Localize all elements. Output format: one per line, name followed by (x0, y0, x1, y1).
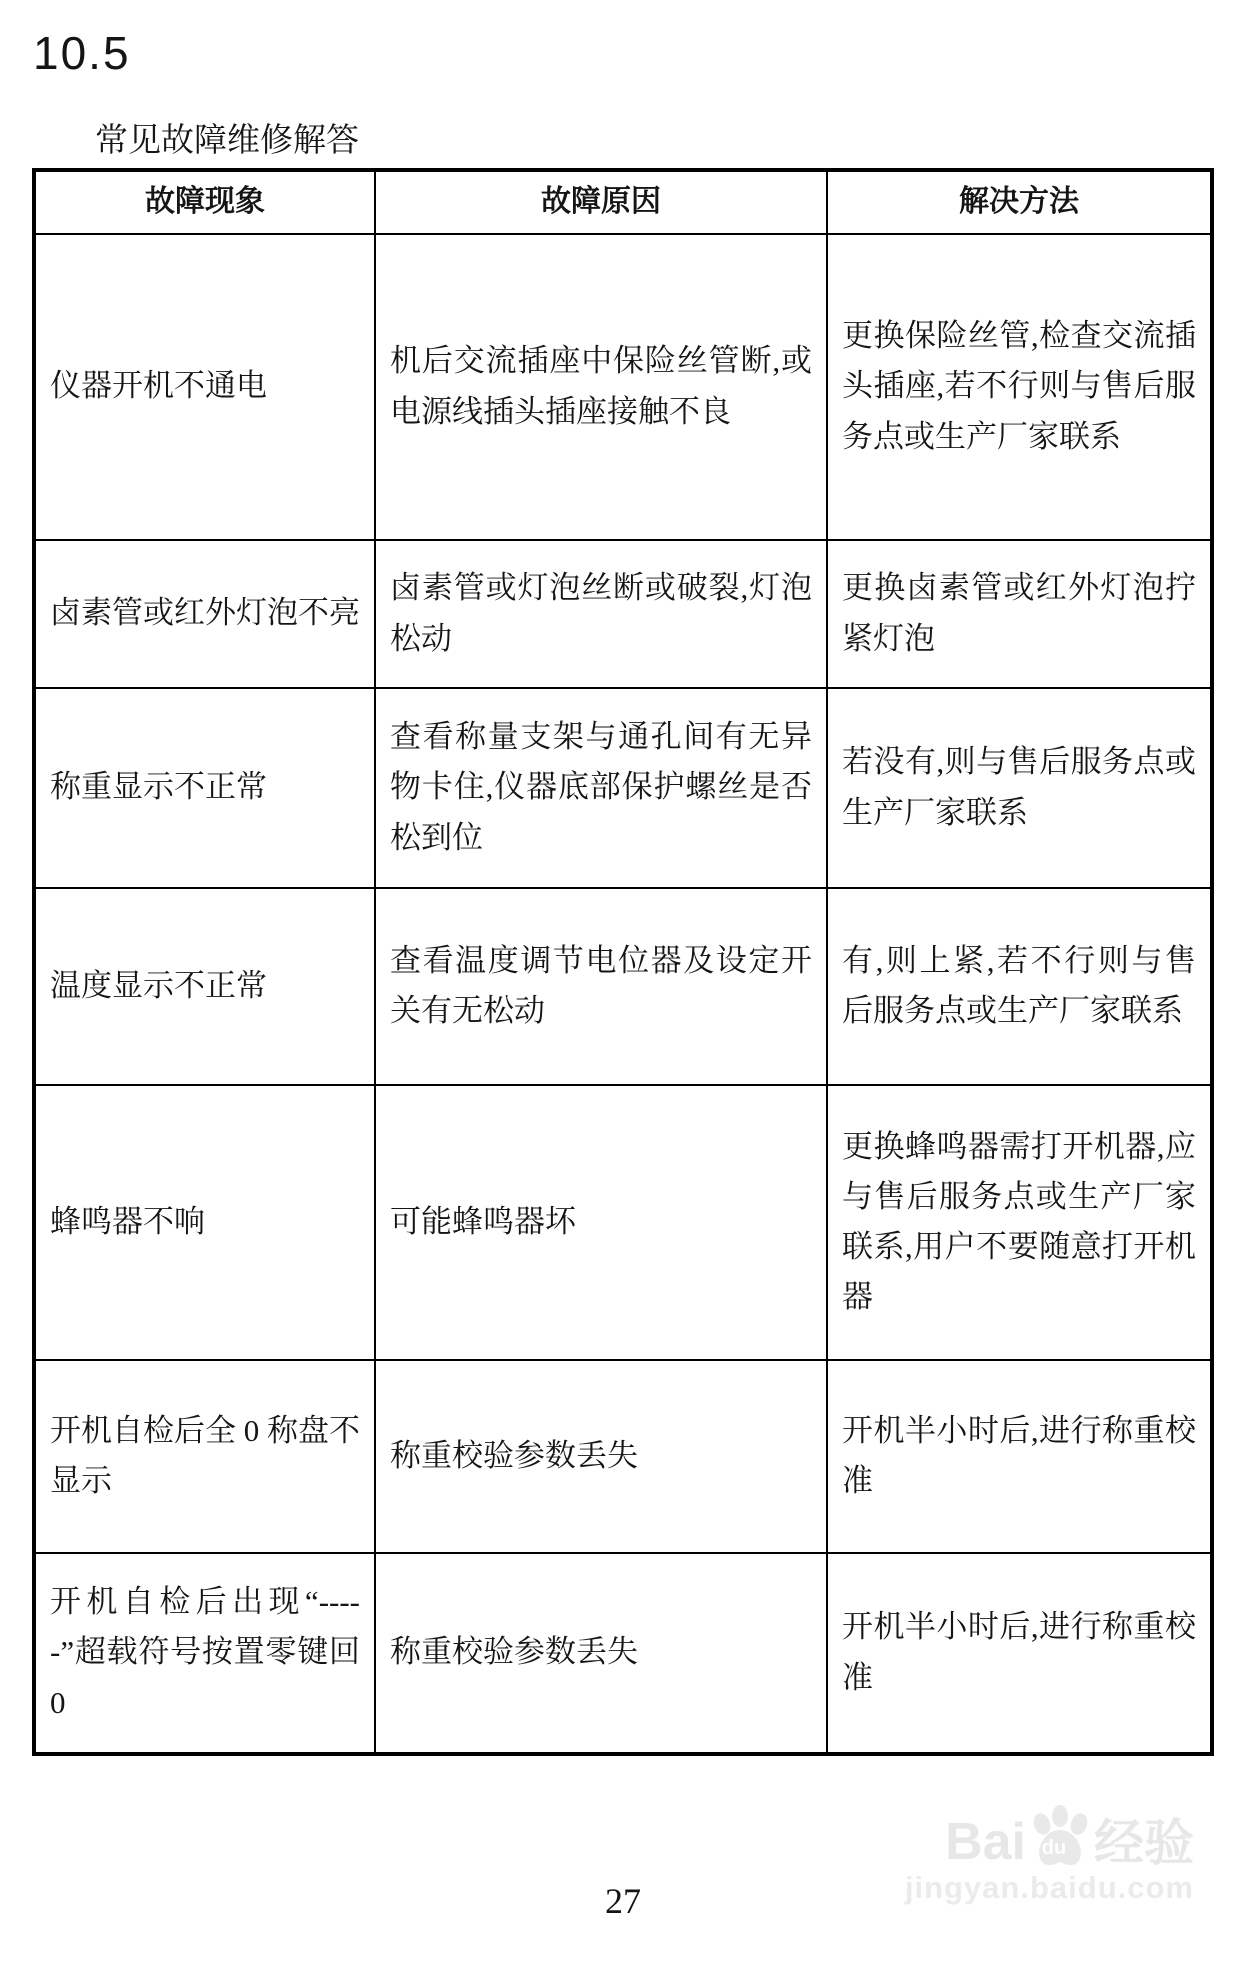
cell-symptom: 开机自检后出现“-----”超载符号按置零键回 0 (50, 1584, 360, 1720)
cell-cause: 机后交流插座中保险丝管断,或电源线插头插座接触不良 (374, 235, 826, 539)
table-row (36, 1552, 1210, 1752)
troubleshooting-table (32, 168, 1214, 1756)
cell-cause: 可能蜂鸣器坏 (374, 1086, 826, 1359)
header-cell-symptom: 故障现象 (145, 185, 265, 218)
cell-solution: 有,则上紧,若不行则与售后服务点或生产厂家联系 (826, 889, 1210, 1084)
table-row (36, 1359, 1210, 1552)
page-number: 27 (605, 1881, 641, 1921)
cell-symptom: 卤素管或红外灯泡不亮 (50, 595, 360, 631)
table-row (36, 233, 1210, 539)
cell-cause: 称重校验参数丢失 (374, 1361, 826, 1552)
watermark-brand-text: Bai (945, 1813, 1026, 1871)
cell-solution: 更换蜂鸣器需打开机器,应与售后服务点或生产厂家联系,用户不要随意打开机器 (826, 1086, 1210, 1359)
section-number: 10.5 (33, 27, 131, 79)
cell-symptom: 仪器开机不通电 (50, 368, 267, 404)
cell-cause: 卤素管或灯泡丝断或破裂,灯泡松动 (374, 541, 826, 687)
watermark-url: jingyan.baidu.com (904, 1870, 1194, 1905)
cell-cause: 查看称量支架与通孔间有无异物卡住,仪器底部保护螺丝是否松到位 (374, 689, 826, 887)
baidu-paw-icon (1024, 1802, 1096, 1874)
baidu-jingyan-watermark (874, 1802, 1194, 1906)
cell-cause: 称重校验参数丢失 (374, 1554, 826, 1752)
watermark-suffix-text: 经验 (1094, 1815, 1194, 1871)
cell-solution: 更换卤素管或红外灯泡拧紧灯泡 (826, 541, 1210, 687)
table-header-row (36, 172, 1210, 233)
cell-solution: 开机半小时后,进行称重校准 (826, 1361, 1210, 1552)
cell-symptom: 温度显示不正常 (50, 967, 267, 1003)
cell-solution: 开机半小时后,进行称重校准 (826, 1554, 1210, 1752)
cell-cause: 查看温度调节电位器及设定开关有无松动 (374, 889, 826, 1084)
table-row (36, 687, 1210, 887)
cell-symptom: 开机自检后全 0 称盘不显示 (50, 1412, 360, 1499)
header-cell-cause: 故障原因 (374, 172, 826, 233)
cell-symptom: 称重显示不正常 (50, 769, 267, 805)
cell-solution: 若没有,则与售后服务点或生产厂家联系 (826, 689, 1210, 887)
table-row (36, 1084, 1210, 1359)
cell-symptom: 蜂鸣器不响 (50, 1203, 205, 1239)
page-subtitle: 常见故障维修解答 (95, 123, 359, 159)
table-row (36, 887, 1210, 1084)
watermark-brand-line (874, 1802, 1194, 1871)
header-cell-solution: 解决方法 (826, 172, 1210, 233)
cell-solution: 更换保险丝管,检查交流插头插座,若不行则与售后服务点或生产厂家联系 (826, 235, 1210, 539)
table-row (36, 539, 1210, 687)
paw-du-label: du (1041, 1837, 1067, 1859)
